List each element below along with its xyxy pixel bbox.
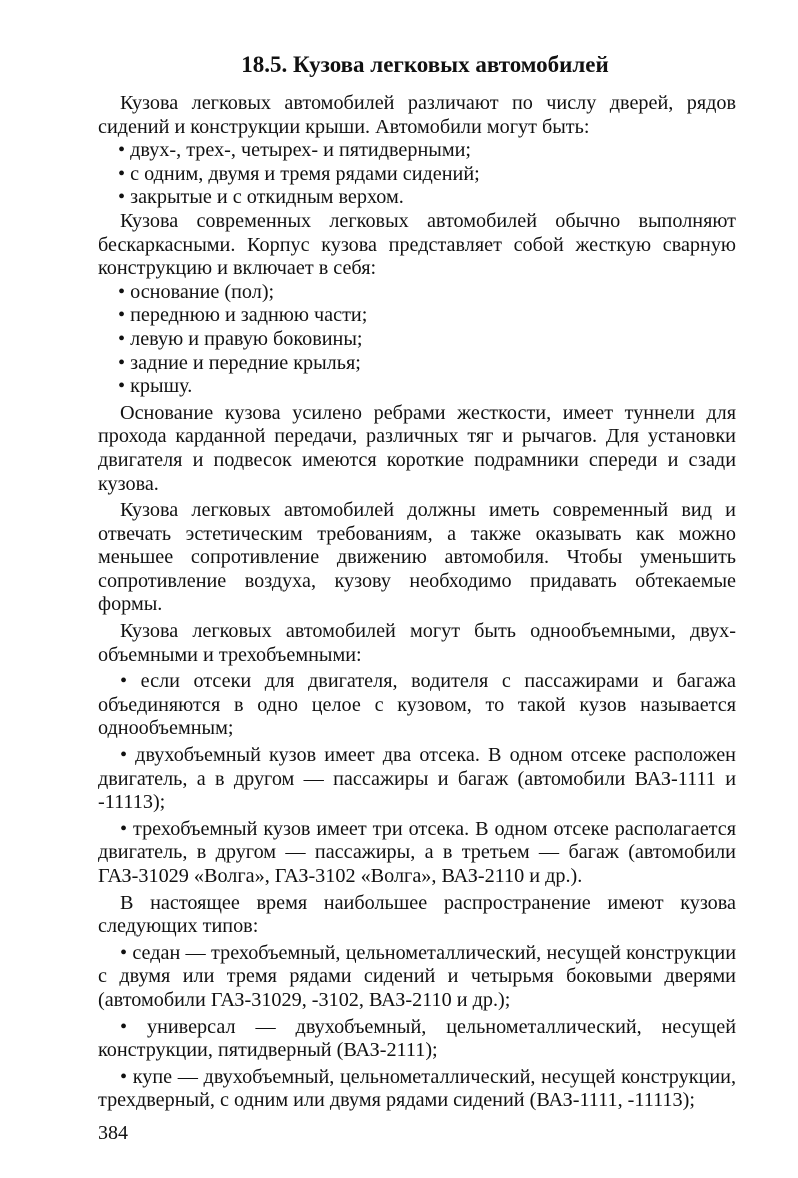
list-item-doors: • двух-, трех-, четырех- и пятидверными;: [118, 139, 472, 162]
list-item-floor: • основание (пол);: [118, 280, 275, 303]
page-content: [98, 50, 736, 1113]
list-item-seat-rows: • с одним, двумя и тремя рядами сидений;: [118, 162, 480, 185]
paragraph-body-shell: Кузова современных легковых автомобилей обычно выполняют бескаркасными. Корпус кузова представляет собой жесткую сварную конструкцию и включает в себя:: [98, 209, 736, 280]
list-item-fenders: • задние и передние крылья;: [118, 351, 361, 374]
list-item-three-volume: • трехобъемный кузов имеет три отсека. В одном отсеке располагается двигатель, в другом — пассажиры, а в третьем — багаж (автомобили ГАЗ-31029 «Волга», ГАЗ-3102 «Волга», ВАЗ-2110 и др.).: [98, 817, 736, 887]
list-item-one-volume: • если отсеки для двигателя, водителя с пассажирами и багажа объединяются в одно целое с кузовом, то такой кузов называется однообъемным;: [98, 670, 736, 740]
list-item-two-volume: • двухобъемный кузов имеет два отсека. В одном отсеке расположен двигатель, а в другом — пассажиры и багаж (автомобили ВАЗ-1111 и -11113);: [98, 744, 736, 814]
list-item-roof-panel: • крышу.: [118, 375, 193, 398]
paragraph-types: В настоящее время наибольшее распространение имеют кузова следующих типов:: [98, 891, 736, 938]
list-item-wagon: • универсал — двухобъемный, цельнометаллический, несущей конструкции, пятидверный (ВАЗ-2111);: [98, 1015, 736, 1062]
paragraph-volumes: Кузова легковых автомобилей могут быть однообъемными, двухобъемными и трехобъемными:: [98, 620, 736, 666]
body-text: [98, 92, 736, 1113]
paragraph-intro: Кузова легковых автомобилей различают по числу дверей, рядов сидений и конструкции крыши. Автомобили могут быть:: [98, 92, 736, 138]
list-item-coupe: • купе — двухобъемный, цельнометаллический, несущей конструкции, трехдверный, с одним или двумя рядами сидений (ВАЗ-1111, -11113);: [98, 1065, 736, 1112]
section-heading: 18.5. Кузова легковых автомобилей: [241, 52, 609, 77]
paragraph-base: Основание кузова усилено ребрами жесткости, имеет туннели для прохода карданной передачи, различных тяг и рычагов. Для установки двигателя и подвесок имеются короткие подрамники спереди и сзади кузова.: [98, 401, 736, 495]
list-item-sedan: • седан — трехобъемный, цельнометаллический, несущей конструкции с двумя или тремя рядами сидений и четырьмя боковыми дверями (автомобили ГАЗ-31029, -3102, ВАЗ-2110 и др.);: [98, 941, 736, 1011]
list-item-sides: • левую и правую боковины;: [118, 327, 363, 350]
list-item-roof: • закрытые и с откидным верхом.: [118, 186, 404, 209]
page-number: 384: [98, 1122, 128, 1144]
list-item-front-rear: • переднюю и заднюю части;: [118, 304, 368, 327]
paragraph-aesthetics: Кузова легковых автомобилей должны иметь современный вид и отвечать эстетическим требованиям, а также оказывать как можно меньшее сопротивление движению автомобиля. Чтобы уменьшить сопротивление воздуха, кузову необходимо придавать обтекаемые формы.: [98, 499, 736, 616]
